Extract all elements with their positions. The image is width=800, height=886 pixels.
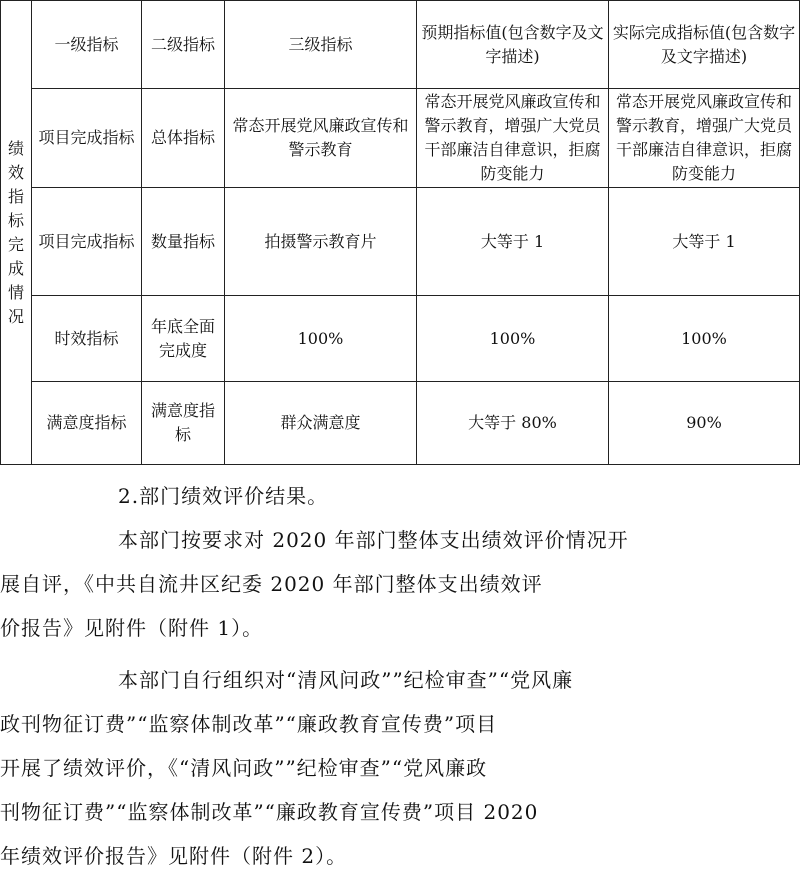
paragraph-line: 开展了绩效评价，《“清风问政””纪检审查”“党风廉政 (0, 756, 488, 780)
section-heading (0, 474, 790, 518)
cell-actual: 100% (609, 296, 800, 382)
paragraph-line: 本部门按要求对 2020 年部门整体支出绩效评价情况开 (118, 528, 629, 552)
header-level3: 三级指标 (225, 1, 417, 89)
side-label-char: 情 (7, 282, 24, 302)
cell-expected: 常态开展党风廉政宣传和警示教育，增强广大党员干部廉洁自律意识，拒腐防变能力 (417, 89, 609, 188)
cell-level3: 拍摄警示教育片 (225, 188, 417, 296)
side-label-char: 况 (7, 306, 24, 326)
cell-level2: 总体指标 (142, 89, 225, 188)
paragraph-line: 本部门自行组织对“清风问政””纪检审查”“党风廉 (118, 668, 574, 692)
cell-level1: 时效指标 (32, 296, 142, 382)
paragraph-line: 价报告》见附件（附件 1）。 (0, 616, 264, 640)
cell-expected: 大等于 1 (417, 188, 609, 296)
heading-text: 2.部门绩效评价结果。 (118, 484, 329, 508)
cell-level1: 满意度指标 (32, 382, 142, 465)
cell-level1: 项目完成指标 (32, 89, 142, 188)
cell-actual: 90% (609, 382, 800, 465)
cell-actual: 大等于 1 (609, 188, 800, 296)
header-level2: 二级指标 (142, 1, 225, 89)
header-level1: 一级指标 (32, 1, 142, 89)
table-row (1, 382, 800, 465)
cell-expected: 100% (417, 296, 609, 382)
paragraph-line: 政刊物征订费”“监察体制改革”“廉政教育宣传费”项目 (0, 712, 498, 736)
cell-level3: 常态开展党风廉政宣传和警示教育 (225, 89, 417, 188)
paragraph-line: 展自评，《中共自流井区纪委 2020 年部门整体支出绩效评 (0, 572, 543, 596)
cell-level1: 项目完成指标 (32, 188, 142, 296)
side-label-char: 成 (7, 258, 24, 278)
paragraph-line: 刊物征订费”“监察体制改革”“廉政教育宣传费”项目 2020 (0, 800, 539, 824)
header-expected-value: 预期指标值(包含数字及文字描述) (417, 1, 609, 89)
side-label-char: 指 (7, 186, 24, 206)
table-row (1, 89, 800, 188)
cell-level2: 年底全面完成度 (142, 296, 225, 382)
side-label-char: 绩 (7, 138, 24, 158)
table-row (1, 188, 800, 296)
cell-actual: 常态开展党风廉政宣传和警示教育，增强广大党员干部廉洁自律意识，拒腐防变能力 (609, 89, 800, 188)
side-label-cell (1, 1, 32, 465)
header-actual-value: 实际完成指标值(包含数字及文字描述) (609, 1, 800, 89)
side-label-char: 完 (7, 234, 24, 254)
cell-expected: 大等于 80% (417, 382, 609, 465)
paragraph-1 (0, 518, 790, 650)
cell-level3: 100% (225, 296, 417, 382)
side-label-char: 效 (7, 162, 24, 182)
side-label-char: 标 (7, 210, 24, 230)
table-header-row (1, 1, 800, 89)
cell-level2: 数量指标 (142, 188, 225, 296)
cell-level3: 群众满意度 (225, 382, 417, 465)
table-row (1, 296, 800, 382)
paragraph-2 (0, 658, 790, 878)
cell-level2: 满意度指标 (142, 382, 225, 465)
paragraph-line: 年绩效评价报告》见附件（附件 2）。 (0, 844, 348, 868)
